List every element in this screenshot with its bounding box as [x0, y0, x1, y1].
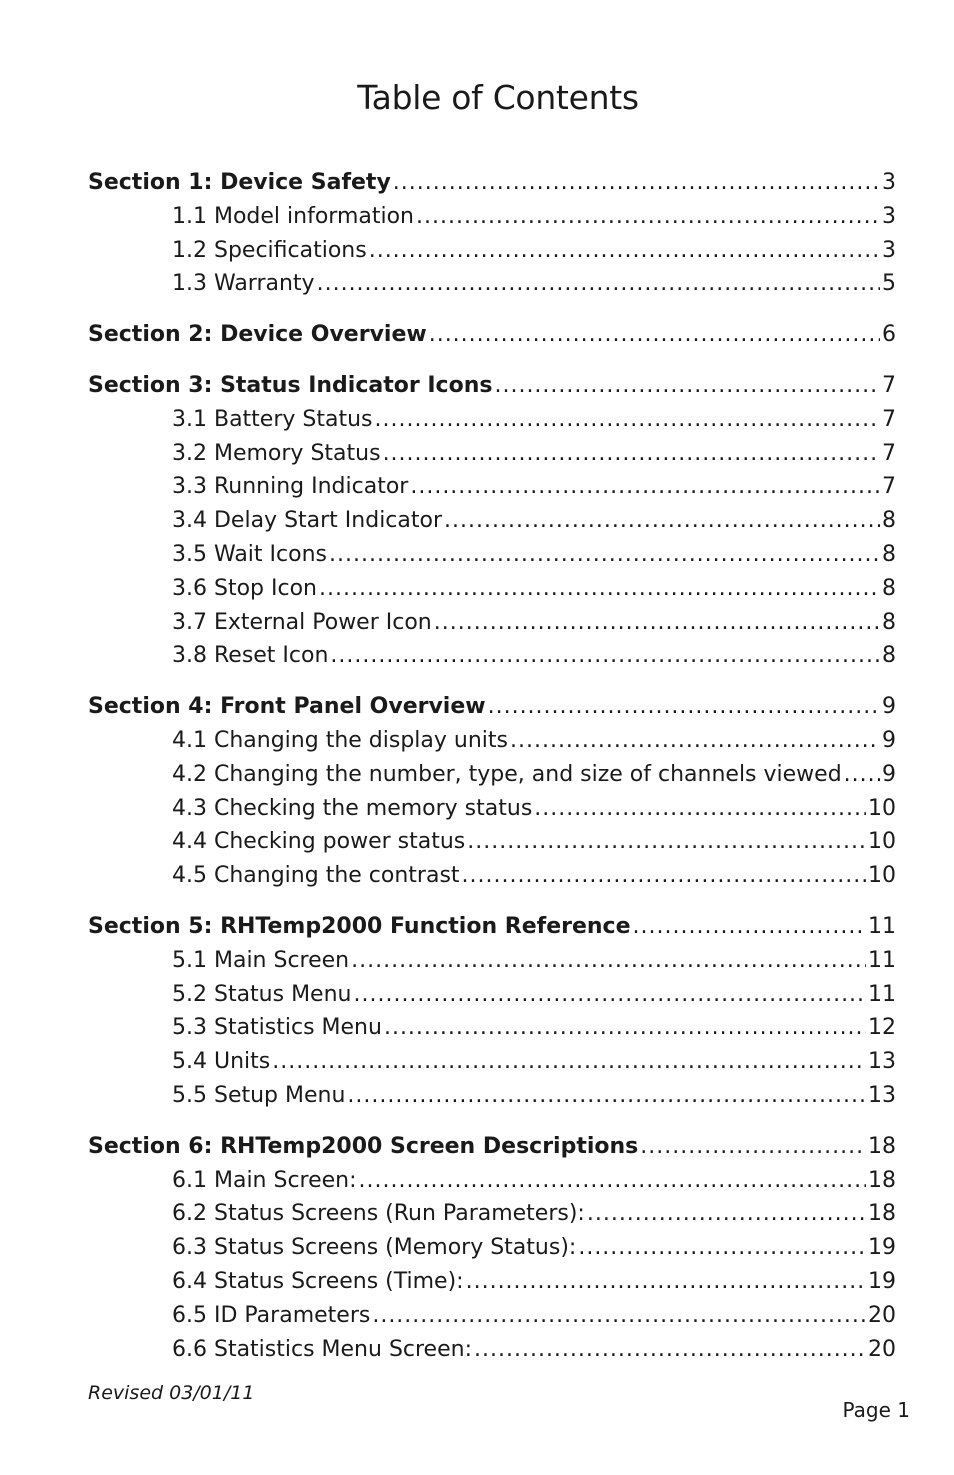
toc-entry-page: 7 — [882, 406, 896, 432]
toc-entry-page: 10 — [868, 863, 896, 889]
toc-subsection-entry[interactable] — [88, 234, 896, 268]
toc-subsection-entry[interactable] — [88, 944, 896, 978]
toc-entry-page: 18 — [868, 1201, 896, 1227]
toc-section-heading[interactable] — [88, 910, 896, 944]
toc-entry-label: 3.5 Wait Icons — [172, 541, 327, 567]
toc-entry-page: 6 — [882, 322, 896, 348]
toc-entry-label: 6.3 Status Screens (Memory Status): — [172, 1235, 577, 1261]
toc-section-heading[interactable] — [88, 690, 896, 724]
dot-leader — [375, 403, 880, 437]
toc-entry-page: 19 — [868, 1268, 896, 1294]
dot-leader — [351, 944, 866, 978]
toc-entry-label: 4.4 Checking power status — [172, 829, 466, 855]
toc-subsection-entry[interactable] — [88, 538, 896, 572]
toc-entry-label: 1.2 Specifications — [172, 237, 367, 263]
toc-entry-page: 7 — [882, 440, 896, 466]
toc-subsection-entry[interactable] — [88, 572, 896, 606]
toc-subsection-entry[interactable] — [88, 267, 896, 301]
dot-leader — [462, 859, 866, 893]
toc-entry-label: 3.2 Memory Status — [172, 440, 381, 466]
toc-section-heading[interactable] — [88, 369, 896, 403]
dot-leader — [347, 1079, 866, 1113]
revision-date: Revised 03/01/11 — [88, 1382, 255, 1404]
toc-section — [88, 369, 896, 673]
dot-leader — [633, 910, 866, 944]
dot-leader — [359, 1164, 866, 1198]
dot-leader — [416, 200, 880, 234]
dot-leader — [510, 724, 880, 758]
dot-leader — [444, 504, 880, 538]
toc-entry-label: 6.6 Statistics Menu Screen: — [172, 1336, 472, 1362]
toc-entry-label: 1.1 Model information — [172, 203, 414, 229]
toc-section — [88, 690, 896, 893]
toc-entry-label: Section 2: Device Overview — [88, 322, 427, 348]
toc-subsection-entry[interactable] — [88, 724, 896, 758]
table-of-contents — [88, 166, 896, 1383]
dot-leader — [578, 1231, 866, 1265]
toc-entry-label: 5.5 Setup Menu — [172, 1082, 346, 1108]
dot-leader — [372, 1299, 866, 1333]
toc-entry-label: 3.6 Stop Icon — [172, 575, 317, 601]
toc-subsection-entry[interactable] — [88, 792, 896, 826]
dot-leader — [467, 825, 866, 859]
toc-entry-label: 5.3 Statistics Menu — [172, 1015, 382, 1041]
toc-section — [88, 318, 896, 352]
toc-entry-page: 20 — [868, 1302, 896, 1328]
toc-entry-label: 3.4 Delay Start Indicator — [172, 508, 443, 534]
toc-subsection-entry[interactable] — [88, 470, 896, 504]
toc-section — [88, 166, 896, 301]
toc-entry-label: 3.7 External Power Icon — [172, 609, 432, 635]
toc-entry-page: 9 — [882, 761, 896, 787]
toc-entry-page: 7 — [882, 474, 896, 500]
toc-entry-page: 5 — [882, 271, 896, 297]
toc-subsection-entry[interactable] — [88, 1164, 896, 1198]
toc-entry-page: 8 — [882, 575, 896, 601]
toc-subsection-entry[interactable] — [88, 1265, 896, 1299]
dot-leader — [384, 1011, 866, 1045]
toc-entry-page: 19 — [868, 1235, 896, 1261]
toc-entry-page: 20 — [868, 1336, 896, 1362]
dot-leader — [640, 1130, 866, 1164]
toc-subsection-entry[interactable] — [88, 1045, 896, 1079]
toc-entry-label: 3.1 Battery Status — [172, 406, 373, 432]
toc-entry-page: 8 — [882, 541, 896, 567]
toc-section-heading[interactable] — [88, 166, 896, 200]
toc-entry-page: 10 — [868, 795, 896, 821]
toc-section-heading[interactable] — [88, 1130, 896, 1164]
toc-entry-page: 8 — [882, 643, 896, 669]
toc-entry-label: 5.2 Status Menu — [172, 981, 352, 1007]
toc-entry-label: 3.3 Running Indicator — [172, 474, 409, 500]
toc-entry-label: 4.3 Checking the memory status — [172, 795, 533, 821]
page-number: Page 1 — [842, 1398, 910, 1422]
dot-leader — [434, 606, 880, 640]
toc-subsection-entry[interactable] — [88, 1231, 896, 1265]
toc-subsection-entry[interactable] — [88, 1333, 896, 1367]
toc-entry-label: Section 6: RHTemp2000 Screen Descriptions — [88, 1133, 639, 1159]
toc-subsection-entry[interactable] — [88, 437, 896, 471]
dot-leader — [429, 318, 880, 352]
dot-leader — [330, 639, 880, 673]
toc-subsection-entry[interactable] — [88, 859, 896, 893]
dot-leader — [410, 470, 880, 504]
toc-entry-label: Section 1: Device Safety — [88, 170, 391, 195]
toc-entry-label: Section 4: Front Panel Overview — [88, 694, 486, 720]
toc-entry-label: 6.2 Status Screens (Run Parameters): — [172, 1201, 585, 1227]
toc-entry-label: 6.1 Main Screen: — [172, 1167, 357, 1193]
dot-leader — [474, 1333, 866, 1367]
dot-leader — [272, 1045, 866, 1079]
dot-leader — [383, 437, 880, 471]
toc-subsection-entry[interactable] — [88, 1299, 896, 1333]
toc-entry-page: 3 — [882, 237, 896, 263]
toc-entry-page: 11 — [868, 913, 896, 939]
toc-entry-label: 6.5 ID Parameters — [172, 1302, 371, 1328]
toc-entry-label: 1.3 Warranty — [172, 271, 315, 297]
toc-entry-label: 4.5 Changing the contrast — [172, 863, 460, 889]
toc-subsection-entry[interactable] — [88, 978, 896, 1012]
dot-leader — [488, 690, 880, 724]
toc-entry-page: 18 — [868, 1167, 896, 1193]
toc-entry-page: 3 — [882, 203, 896, 229]
dot-leader — [319, 572, 880, 606]
toc-entry-page: 8 — [882, 609, 896, 635]
toc-entry-page: 13 — [868, 1082, 896, 1108]
toc-entry-page: 18 — [868, 1133, 896, 1159]
page-title: Table of Contents — [357, 78, 639, 117]
dot-leader — [329, 538, 880, 572]
toc-subsection-entry[interactable] — [88, 1079, 896, 1113]
dot-leader — [844, 758, 880, 792]
toc-entry-page: 13 — [868, 1049, 896, 1075]
toc-entry-page: 8 — [882, 508, 896, 534]
toc-entry-label: 4.2 Changing the number, type, and size of channels viewed — [172, 761, 842, 787]
dot-leader — [353, 978, 866, 1012]
toc-entry-page: 11 — [868, 947, 896, 973]
toc-section — [88, 910, 896, 1113]
toc-subsection-entry[interactable] — [88, 403, 896, 437]
toc-entry-page: 7 — [882, 372, 896, 398]
toc-entry-label: 4.1 Changing the display units — [172, 727, 508, 753]
dot-leader — [534, 792, 866, 826]
toc-subsection-entry[interactable] — [88, 639, 896, 673]
toc-subsection-entry[interactable] — [88, 200, 896, 234]
toc-entry-label: 5.4 Units — [172, 1049, 271, 1075]
toc-entry-label: 5.1 Main Screen — [172, 947, 350, 973]
toc-subsection-entry[interactable] — [88, 504, 896, 538]
toc-subsection-entry[interactable] — [88, 1197, 896, 1231]
toc-entry-label: 3.8 Reset Icon — [172, 643, 329, 669]
toc-subsection-entry[interactable] — [88, 825, 896, 859]
toc-entry-label: Section 5: RHTemp2000 Function Reference — [88, 913, 631, 939]
toc-entry-label: Section 3: Status Indicator Icons — [88, 372, 493, 398]
toc-subsection-entry[interactable] — [88, 758, 896, 792]
dot-leader — [466, 1265, 866, 1299]
toc-entry-page: 11 — [868, 981, 896, 1007]
toc-entry-page: 3 — [882, 170, 896, 195]
dot-leader — [494, 369, 880, 403]
toc-subsection-entry[interactable] — [88, 1011, 896, 1045]
toc-entry-page: 12 — [868, 1015, 896, 1041]
toc-section-heading[interactable] — [88, 318, 896, 352]
dot-leader — [393, 166, 880, 200]
dot-leader — [369, 234, 880, 268]
dot-leader — [317, 267, 880, 301]
toc-entry-label: 6.4 Status Screens (Time): — [172, 1268, 464, 1294]
toc-subsection-entry[interactable] — [88, 606, 896, 640]
dot-leader — [587, 1197, 866, 1231]
toc-section — [88, 1130, 896, 1367]
toc-entry-page: 9 — [882, 694, 896, 720]
toc-entry-page: 9 — [882, 727, 896, 753]
toc-entry-page: 10 — [868, 829, 896, 855]
